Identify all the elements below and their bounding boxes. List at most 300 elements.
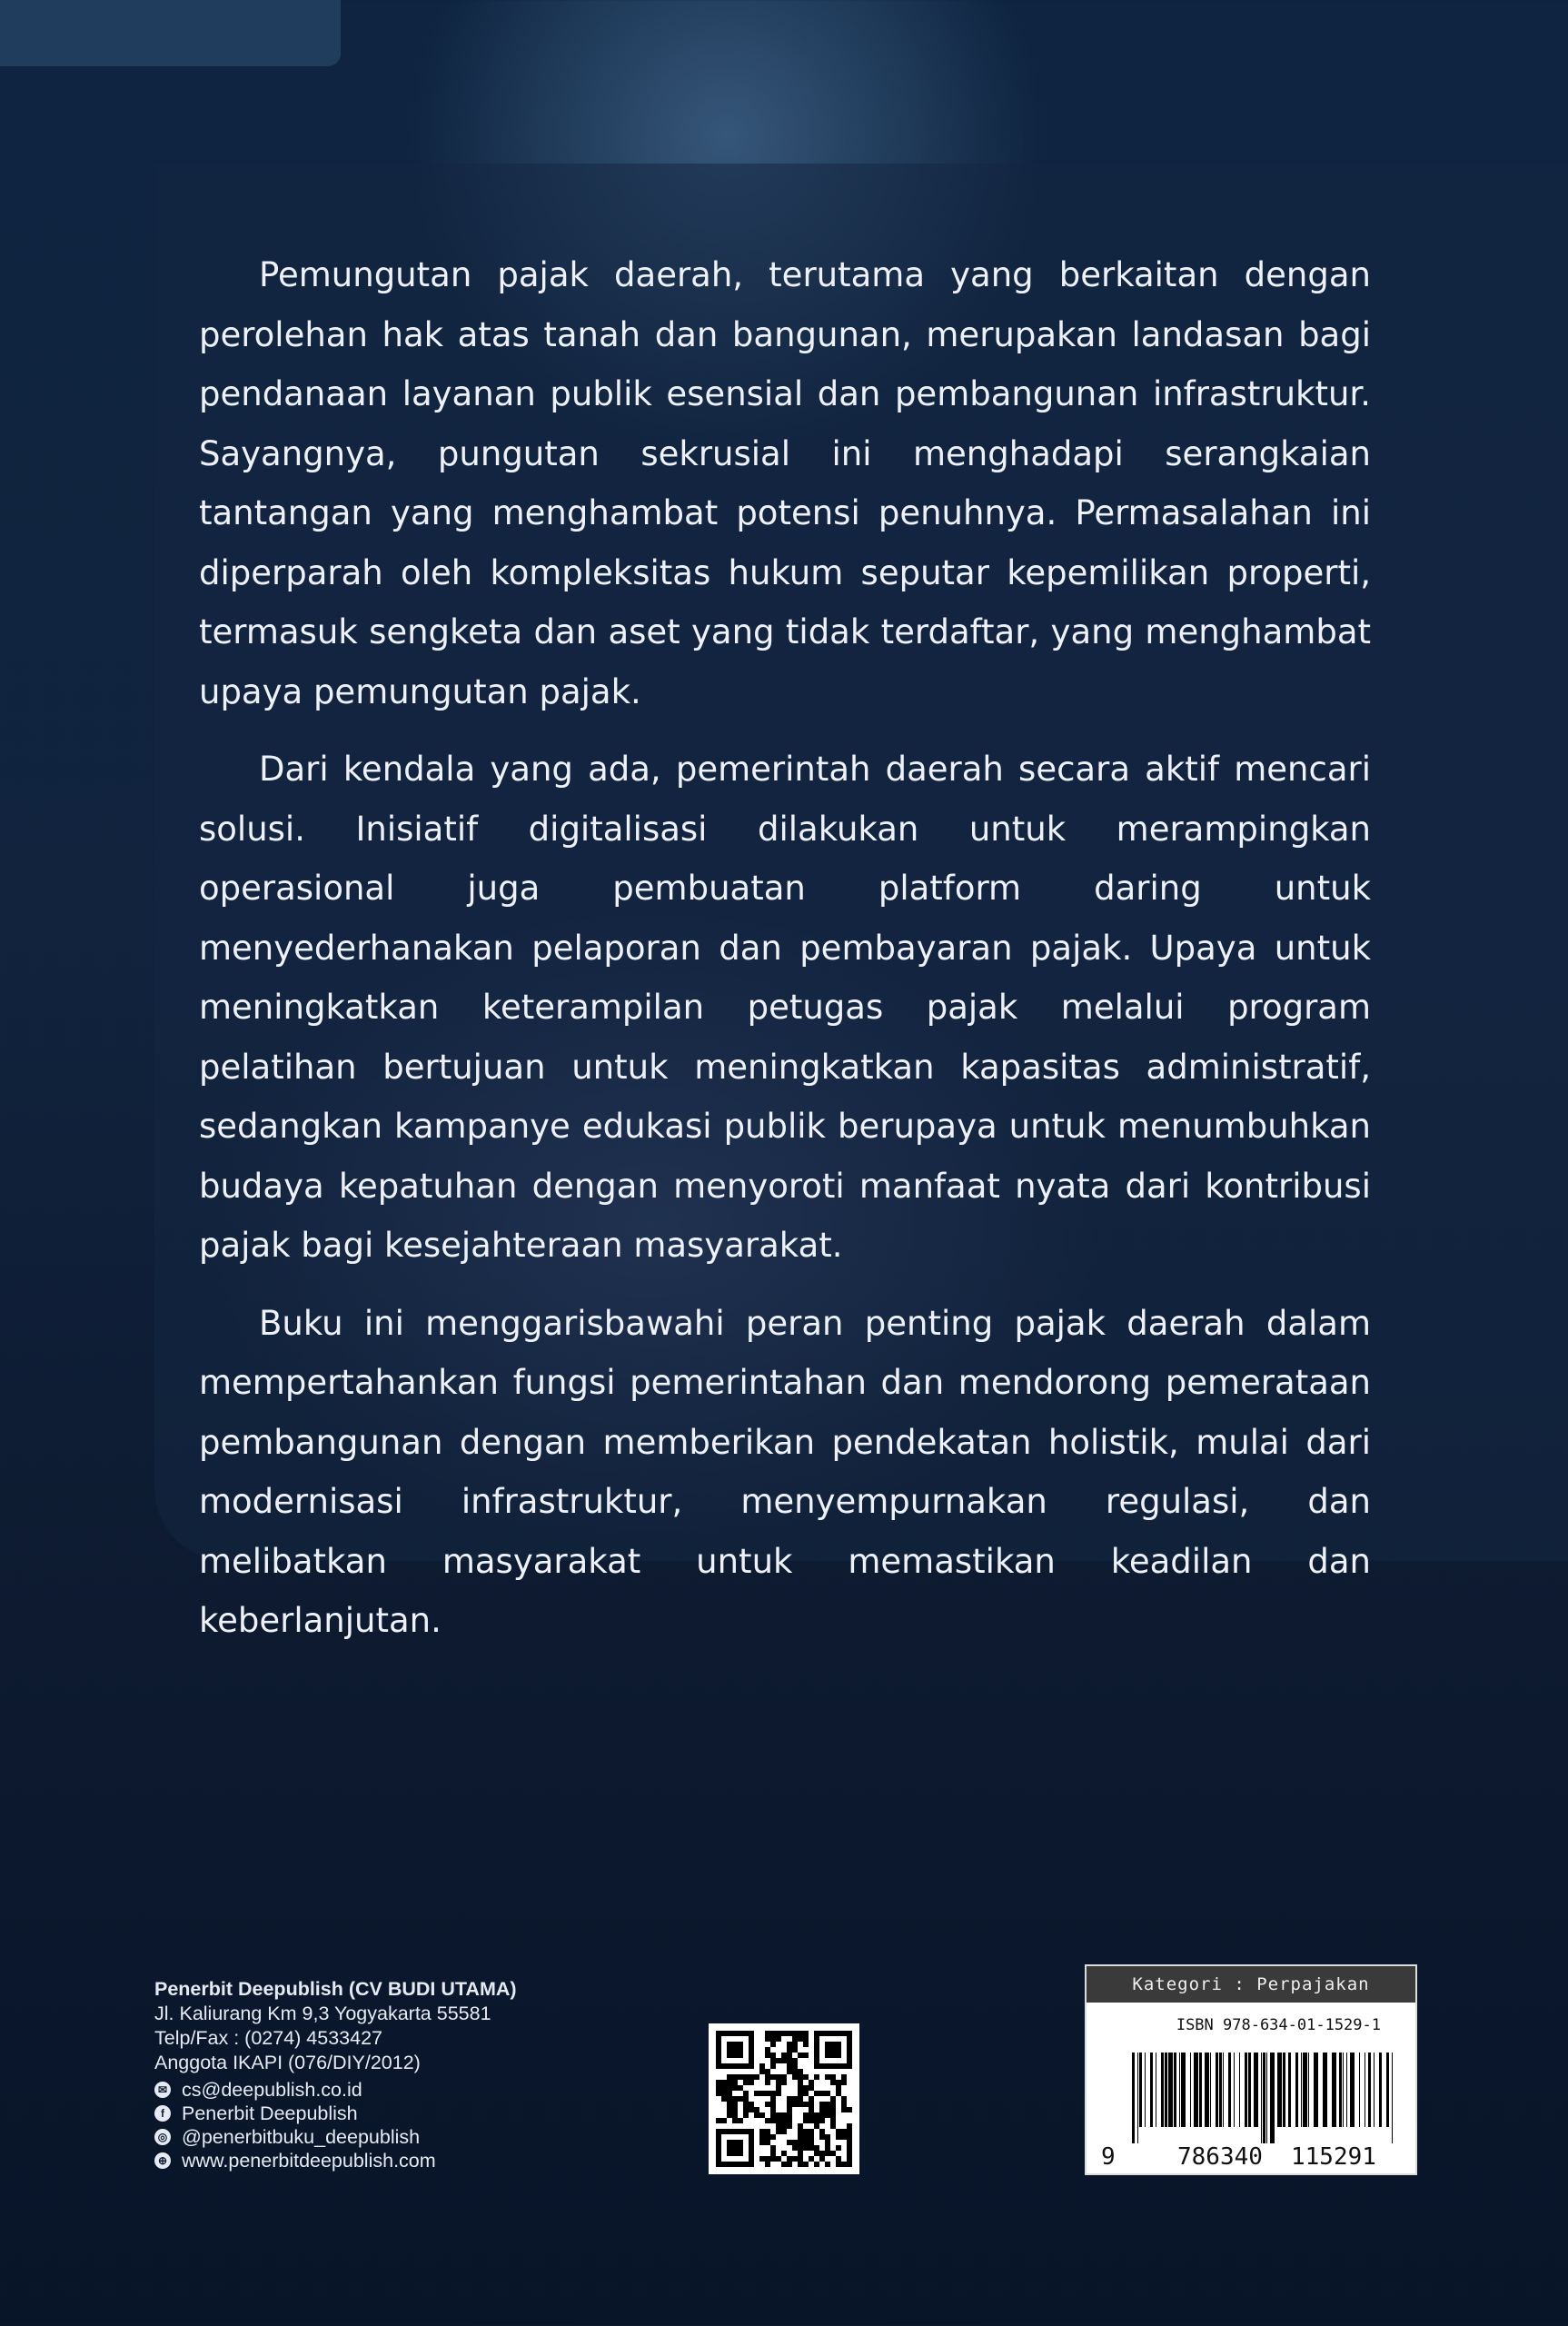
qr-module bbox=[836, 2091, 841, 2096]
qr-module bbox=[819, 2118, 825, 2123]
paragraph-2: Dari kendala yang ada, pemerintah daerah secara aktif mencari solusi. Inisiatif digitalisasi dilakukan untuk merampingkan operasional juga pembuatan platform daring untuk menyederhanakan pelaporan dan pembayaran pajak. Upaya untuk meningkatkan keterampilan petugas pajak melalui program pelatihan bertujuan untuk meningkatkan kapasitas administratif, sedangkan kampanye edukasi publik berupaya untuk menumbuhkan budaya kepatuhan dengan menyoroti manfaat nyata dari kontribusi pajak bagi kesejahteraan masyarakat. bbox=[199, 750, 1371, 1265]
qr-module bbox=[792, 2140, 798, 2145]
qr-module bbox=[819, 2112, 825, 2118]
barcode-bar bbox=[1205, 2053, 1209, 2127]
qr-module bbox=[727, 2091, 732, 2096]
qr-module bbox=[798, 2069, 803, 2074]
qr-module bbox=[743, 2074, 749, 2080]
qr-module bbox=[716, 2085, 721, 2091]
qr-module bbox=[836, 2145, 841, 2151]
qr-module bbox=[765, 2031, 770, 2036]
email-icon: ✉ bbox=[154, 2082, 171, 2098]
qr-module bbox=[770, 2112, 776, 2118]
qr-module bbox=[776, 2091, 781, 2096]
qr-module bbox=[732, 2080, 738, 2085]
qr-module bbox=[814, 2112, 819, 2118]
qr-module bbox=[792, 2069, 798, 2074]
qr-module bbox=[798, 2091, 803, 2096]
qr-module bbox=[798, 2074, 803, 2080]
qr-module bbox=[732, 2107, 738, 2112]
qr-module bbox=[792, 2063, 798, 2069]
qr-module bbox=[798, 2129, 803, 2134]
qr-module bbox=[847, 2151, 852, 2156]
qr-module bbox=[847, 2156, 852, 2162]
qr-module bbox=[749, 2074, 754, 2080]
qr-module bbox=[759, 2063, 765, 2069]
qr-module bbox=[732, 2102, 738, 2107]
qr-module bbox=[770, 2145, 776, 2151]
barcode-bar bbox=[1288, 2053, 1291, 2127]
qr-module bbox=[814, 2091, 819, 2096]
qr-module bbox=[798, 2036, 803, 2042]
qr-module bbox=[825, 2140, 830, 2145]
qr-module bbox=[836, 2134, 841, 2140]
qr-module bbox=[781, 2118, 787, 2123]
qr-module bbox=[798, 2085, 803, 2091]
qr-module bbox=[841, 2080, 847, 2085]
barcode-bar bbox=[1174, 2053, 1176, 2127]
qr-module bbox=[830, 2112, 836, 2118]
qr-module bbox=[776, 2156, 781, 2162]
qr-module bbox=[770, 2031, 776, 2036]
qr-module bbox=[765, 2053, 770, 2058]
qr-module bbox=[781, 2058, 787, 2063]
barcode-bar bbox=[1270, 2053, 1275, 2143]
qr-module bbox=[727, 2085, 732, 2091]
globe-icon: ⊕ bbox=[154, 2152, 171, 2169]
qr-module bbox=[765, 2129, 770, 2134]
qr-module bbox=[798, 2102, 803, 2107]
qr-module bbox=[825, 2112, 830, 2118]
qr-module bbox=[781, 2074, 787, 2080]
qr-module bbox=[847, 2145, 852, 2151]
barcode-bar bbox=[1150, 2053, 1153, 2127]
barcode-bar bbox=[1346, 2053, 1347, 2127]
qr-module bbox=[759, 2134, 765, 2140]
publisher-info bbox=[154, 1977, 517, 2172]
qr-module bbox=[803, 2162, 809, 2167]
qr-module bbox=[803, 2145, 809, 2151]
qr-module bbox=[770, 2074, 776, 2080]
qr-module bbox=[770, 2151, 776, 2156]
barcode-bar bbox=[1219, 2053, 1222, 2127]
qr-module bbox=[727, 2102, 732, 2107]
qr-module bbox=[792, 2145, 798, 2151]
qr-module bbox=[830, 2118, 836, 2123]
qr-module bbox=[809, 2118, 814, 2123]
qr-module bbox=[830, 2151, 836, 2156]
qr-module bbox=[836, 2156, 841, 2162]
qr-module bbox=[787, 2156, 792, 2162]
qr-module bbox=[716, 2080, 721, 2085]
qr-module bbox=[792, 2042, 798, 2047]
qr-module bbox=[819, 2102, 825, 2107]
qr-module bbox=[841, 2162, 847, 2167]
publisher-phone: Telp/Fax : (0274) 4533427 bbox=[154, 2027, 382, 2049]
qr-module bbox=[847, 2107, 852, 2112]
qr-module bbox=[781, 2123, 787, 2129]
qr-module bbox=[819, 2151, 825, 2156]
qr-module bbox=[754, 2074, 759, 2080]
barcode-box bbox=[1085, 1964, 1417, 2175]
qr-module bbox=[798, 2031, 803, 2036]
qr-module bbox=[765, 2080, 770, 2085]
qr-module bbox=[776, 2123, 781, 2129]
qr-module bbox=[847, 2134, 852, 2140]
qr-module bbox=[727, 2112, 732, 2118]
qr-module bbox=[770, 2036, 776, 2042]
qr-module bbox=[792, 2156, 798, 2162]
paragraph-1: Pemungutan pajak daerah, terutama yang berkaitan dengan perolehan hak atas tanah dan bangunan, merupakan landasan bagi pendanaan layanan publik esensial dan pembangunan infrastruktur. Sayangnya, pungutan sekrusial ini menghadapi serangkaian tantangan yang menghambat potensi penuhnya. Permasalahan ini diperparah oleh kompleksitas hukum seputar kepemilikan properti, termasuk sengketa dan aset yang tidak terdaftar, yang menghambat upaya pemungutan pajak. bbox=[199, 255, 1371, 711]
qr-module bbox=[727, 2042, 743, 2058]
qr-module bbox=[825, 2074, 830, 2080]
qr-module bbox=[798, 2140, 803, 2145]
qr-module bbox=[765, 2140, 770, 2145]
barcode-bar bbox=[1254, 2053, 1258, 2127]
qr-module bbox=[819, 2156, 825, 2162]
qr-module bbox=[814, 2074, 819, 2080]
qr-module bbox=[743, 2112, 749, 2118]
barcode-bar bbox=[1179, 2053, 1180, 2127]
qr-module bbox=[819, 2134, 825, 2140]
qr-module bbox=[803, 2036, 809, 2042]
barcode-bar bbox=[1263, 2053, 1265, 2143]
qr-module bbox=[765, 2102, 770, 2107]
publisher-name: Penerbit Deepublish (CV BUDI UTAMA) bbox=[154, 1978, 517, 2000]
qr-module bbox=[792, 2096, 798, 2102]
category-label: Kategori : Perpajakan bbox=[1087, 1966, 1415, 2003]
qr-module bbox=[792, 2031, 798, 2036]
barcode-bar bbox=[1368, 2053, 1371, 2127]
barcode-bar bbox=[1168, 2053, 1173, 2127]
qr-module bbox=[847, 2129, 852, 2134]
qr-module bbox=[803, 2091, 809, 2096]
qr-module bbox=[809, 2140, 814, 2145]
qr-module bbox=[809, 2085, 814, 2091]
barcode-bar bbox=[1132, 2053, 1135, 2143]
qr-module bbox=[787, 2112, 792, 2118]
qr-module bbox=[836, 2129, 841, 2134]
barcode bbox=[1087, 2053, 1419, 2154]
qr-module bbox=[847, 2123, 852, 2129]
qr-module bbox=[803, 2112, 809, 2118]
qr-module bbox=[765, 2162, 770, 2167]
qr-module bbox=[847, 2140, 852, 2145]
qr-module bbox=[765, 2091, 770, 2096]
qr-module bbox=[819, 2129, 825, 2134]
qr-module bbox=[847, 2162, 852, 2167]
qr-module bbox=[781, 2129, 787, 2134]
qr-module bbox=[765, 2134, 770, 2140]
qr-module bbox=[803, 2031, 809, 2036]
qr-module bbox=[765, 2074, 770, 2080]
qr-module bbox=[721, 2118, 727, 2123]
qr-module bbox=[743, 2096, 749, 2102]
qr-module bbox=[787, 2102, 792, 2107]
qr-module bbox=[781, 2151, 787, 2156]
qr-module bbox=[825, 2151, 830, 2156]
qr-module bbox=[721, 2080, 727, 2085]
qr-module bbox=[738, 2074, 743, 2080]
qr-module bbox=[830, 2096, 836, 2102]
qr-module bbox=[732, 2096, 738, 2102]
qr-module bbox=[814, 2118, 819, 2123]
qr-module bbox=[792, 2047, 798, 2053]
isbn-text: ISBN 978-634-01-1529-1 bbox=[1176, 2016, 1381, 2034]
qr-module bbox=[825, 2107, 830, 2112]
qr-module bbox=[803, 2074, 809, 2080]
qr-module bbox=[792, 2074, 798, 2080]
qr-module bbox=[743, 2091, 749, 2096]
qr-module bbox=[765, 2069, 770, 2074]
qr-module bbox=[825, 2145, 830, 2151]
qr-module bbox=[787, 2058, 792, 2063]
qr-module bbox=[836, 2162, 841, 2167]
qr-module bbox=[776, 2074, 781, 2080]
qr-module bbox=[765, 2047, 770, 2053]
qr-module bbox=[781, 2053, 787, 2058]
qr-module bbox=[776, 2036, 781, 2042]
qr-module bbox=[814, 2145, 819, 2151]
qr-module bbox=[787, 2042, 792, 2047]
qr-code[interactable] bbox=[709, 2023, 859, 2174]
qr-module bbox=[770, 2102, 776, 2107]
qr-module bbox=[803, 2042, 809, 2047]
qr-module bbox=[803, 2140, 809, 2145]
barcode-bar bbox=[1350, 2053, 1355, 2127]
barcode-bar bbox=[1332, 2053, 1336, 2127]
barcode-bar bbox=[1314, 2053, 1318, 2127]
qr-module bbox=[787, 2069, 792, 2074]
barcode-bar bbox=[1181, 2053, 1186, 2127]
qr-module bbox=[787, 2047, 792, 2053]
barcode-bar bbox=[1161, 2053, 1164, 2127]
publisher-website[interactable]: www.penerbitdeepublish.com bbox=[182, 2150, 436, 2172]
qr-module bbox=[776, 2031, 781, 2036]
qr-module bbox=[781, 2112, 787, 2118]
qr-module bbox=[814, 2123, 819, 2129]
barcode-bar bbox=[1194, 2053, 1198, 2127]
barcode-bar bbox=[1145, 2053, 1146, 2127]
barcode-bar bbox=[1359, 2053, 1360, 2127]
qr-module bbox=[754, 2112, 759, 2118]
qr-module bbox=[759, 2112, 765, 2118]
qr-module bbox=[809, 2112, 814, 2118]
qr-module bbox=[841, 2107, 847, 2112]
qr-module bbox=[798, 2145, 803, 2151]
barcode-bar bbox=[1392, 2053, 1393, 2143]
facebook-icon: f bbox=[154, 2105, 171, 2122]
qr-module bbox=[809, 2102, 814, 2107]
qr-module bbox=[727, 2096, 732, 2102]
barcode-bar bbox=[1266, 2053, 1267, 2143]
qr-module bbox=[759, 2156, 765, 2162]
barcode-bar bbox=[1199, 2053, 1202, 2127]
barcode-bar bbox=[1239, 2053, 1240, 2127]
qr-module bbox=[776, 2080, 781, 2085]
qr-module bbox=[798, 2151, 803, 2156]
qr-module bbox=[798, 2123, 803, 2129]
qr-module bbox=[754, 2107, 759, 2112]
qr-module bbox=[787, 2162, 792, 2167]
qr-module bbox=[787, 2031, 792, 2036]
qr-module bbox=[759, 2069, 765, 2074]
qr-module bbox=[825, 2162, 830, 2167]
qr-module bbox=[809, 2096, 814, 2102]
qr-module bbox=[787, 2063, 792, 2069]
qr-module bbox=[819, 2091, 825, 2096]
barcode-bar bbox=[1210, 2053, 1211, 2127]
qr-module bbox=[776, 2129, 781, 2134]
qr-module bbox=[743, 2102, 749, 2107]
barcode-bar bbox=[1295, 2053, 1298, 2127]
qr-module bbox=[803, 2134, 809, 2140]
qr-module bbox=[809, 2107, 814, 2112]
barcode-digits-right: 115291 bbox=[1291, 2143, 1376, 2171]
synopsis bbox=[199, 245, 1371, 1669]
publisher-facebook[interactable]: Penerbit Deepublish bbox=[182, 2102, 358, 2124]
qr-module bbox=[770, 2063, 776, 2069]
qr-module bbox=[776, 2058, 781, 2063]
barcode-bar bbox=[1303, 2053, 1307, 2127]
qr-module bbox=[770, 2134, 776, 2140]
qr-module bbox=[732, 2074, 738, 2080]
qr-module bbox=[721, 2096, 727, 2102]
qr-module bbox=[776, 2085, 781, 2091]
qr-module bbox=[798, 2053, 803, 2058]
publisher-email[interactable]: cs@deepublish.co.id bbox=[182, 2079, 362, 2101]
qr-module bbox=[727, 2107, 732, 2112]
qr-module bbox=[792, 2102, 798, 2107]
barcode-bar bbox=[1228, 2053, 1231, 2127]
qr-module bbox=[787, 2123, 792, 2129]
qr-module bbox=[792, 2058, 798, 2063]
qr-module bbox=[765, 2118, 770, 2123]
qr-module bbox=[809, 2156, 814, 2162]
qr-module bbox=[825, 2102, 830, 2107]
qr-module bbox=[809, 2134, 814, 2140]
barcode-bar bbox=[1248, 2053, 1251, 2127]
barcode-bar bbox=[1234, 2053, 1235, 2127]
qr-module bbox=[781, 2162, 787, 2167]
qr-module bbox=[727, 2080, 732, 2085]
qr-module bbox=[716, 2118, 721, 2123]
qr-module bbox=[825, 2042, 841, 2058]
qr-module bbox=[841, 2074, 847, 2080]
qr-module bbox=[754, 2091, 759, 2096]
qr-module bbox=[765, 2156, 770, 2162]
qr-module bbox=[732, 2112, 738, 2118]
qr-module bbox=[814, 2162, 819, 2167]
qr-module bbox=[841, 2129, 847, 2134]
qr-module bbox=[819, 2107, 825, 2112]
instagram-icon: ◎ bbox=[154, 2129, 171, 2145]
qr-module bbox=[787, 2096, 792, 2102]
qr-module bbox=[770, 2156, 776, 2162]
qr-module bbox=[749, 2107, 754, 2112]
qr-module bbox=[803, 2053, 809, 2058]
qr-module bbox=[798, 2162, 803, 2167]
qr-module bbox=[809, 2145, 814, 2151]
qr-module bbox=[814, 2151, 819, 2156]
qr-module bbox=[781, 2031, 787, 2036]
qr-module bbox=[841, 2096, 847, 2102]
qr-module bbox=[836, 2080, 841, 2085]
paragraph-3: Buku ini menggarisbawahi peran penting pajak daerah dalam mempertahankan fungsi pemerintahan dan mendorong pemerataan pembangunan dengan memberikan pendekatan holistik, mulai dari modernisasi infrastruktur, menyempurnakan regulasi, dan melibatkan masyarakat untuk memastikan keadilan dan keberlanjutan. bbox=[199, 1303, 1371, 1640]
qr-module bbox=[759, 2091, 765, 2096]
qr-module bbox=[803, 2129, 809, 2134]
qr-module bbox=[770, 2107, 776, 2112]
qr-module bbox=[787, 2107, 792, 2112]
barcode-bar bbox=[1379, 2053, 1382, 2127]
qr-module bbox=[732, 2118, 738, 2123]
qr-module bbox=[770, 2096, 776, 2102]
qr-module bbox=[727, 2140, 743, 2156]
qr-module bbox=[803, 2085, 809, 2091]
barcode-bar bbox=[1343, 2053, 1344, 2127]
qr-module bbox=[716, 2091, 721, 2096]
barcode-bar bbox=[1277, 2053, 1282, 2127]
barcode-bar bbox=[1386, 2053, 1389, 2127]
qr-module bbox=[830, 2074, 836, 2080]
qr-module bbox=[770, 2053, 776, 2058]
barcode-bar bbox=[1245, 2053, 1247, 2127]
qr-module bbox=[721, 2085, 727, 2091]
publisher-address: Jl. Kaliurang Km 9,3 Yogyakarta 55581 bbox=[154, 2003, 491, 2024]
publisher-ikapi: Anggota IKAPI (076/DIY/2012) bbox=[154, 2052, 421, 2073]
qr-module bbox=[830, 2080, 836, 2085]
publisher-instagram[interactable]: @penerbitbuku_deepublish bbox=[182, 2126, 421, 2148]
qr-module bbox=[825, 2134, 830, 2140]
qr-module bbox=[727, 2074, 732, 2080]
qr-module bbox=[776, 2112, 781, 2118]
qr-module bbox=[738, 2118, 743, 2123]
barcode-bar bbox=[1223, 2053, 1224, 2127]
qr-module bbox=[770, 2042, 776, 2047]
qr-module bbox=[836, 2085, 841, 2091]
barcode-bar bbox=[1190, 2053, 1191, 2127]
qr-module bbox=[841, 2134, 847, 2140]
qr-module bbox=[798, 2096, 803, 2102]
qr-module bbox=[781, 2080, 787, 2085]
qr-module bbox=[825, 2091, 830, 2096]
top-tab-decoration bbox=[0, 0, 341, 66]
barcode-bar bbox=[1323, 2053, 1327, 2127]
qr-module bbox=[798, 2156, 803, 2162]
qr-module bbox=[792, 2036, 798, 2042]
barcode-bar bbox=[1308, 2053, 1309, 2127]
qr-module bbox=[830, 2102, 836, 2107]
qr-module bbox=[803, 2118, 809, 2123]
qr-module bbox=[809, 2080, 814, 2085]
qr-module bbox=[830, 2123, 836, 2129]
qr-module bbox=[798, 2080, 803, 2085]
barcode-bar bbox=[1283, 2053, 1285, 2127]
qr-module bbox=[759, 2140, 765, 2145]
qr-module bbox=[776, 2118, 781, 2123]
qr-module bbox=[809, 2129, 814, 2134]
qr-module bbox=[743, 2107, 749, 2112]
qr-module bbox=[787, 2140, 792, 2145]
qr-module bbox=[770, 2118, 776, 2123]
barcode-bar bbox=[1165, 2053, 1167, 2127]
qr-module bbox=[738, 2096, 743, 2102]
qr-module bbox=[749, 2080, 754, 2085]
qr-module bbox=[830, 2107, 836, 2112]
qr-module bbox=[841, 2102, 847, 2107]
barcode-bar bbox=[1339, 2053, 1342, 2127]
qr-module bbox=[743, 2080, 749, 2085]
